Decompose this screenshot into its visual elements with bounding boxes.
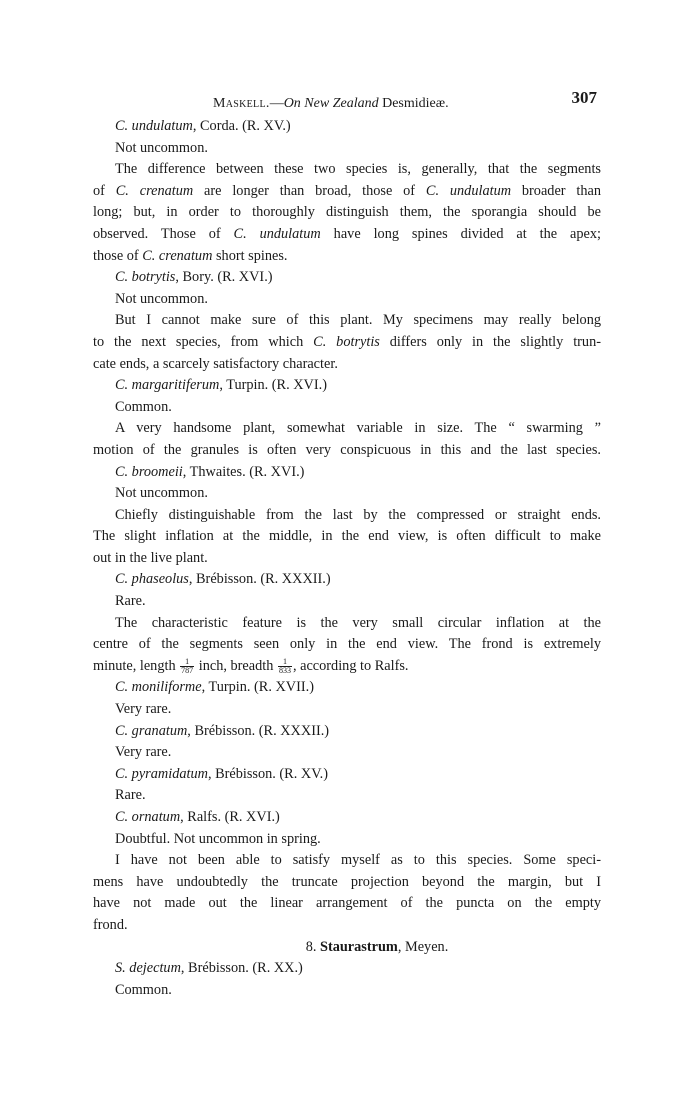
species-entry [93,116,601,138]
species-name: C. broomeii [115,463,183,480]
species-entry [93,267,601,289]
text-line: long; but, in order to thoroughly distinguish them, the sporangia should be [93,204,601,221]
text-fragment: of [93,182,116,199]
species-authority: , Turpin. (R. XVII.) [201,679,314,696]
text-line: Chiefly distinguishable from the last by the compressed or straight ends. [115,506,601,523]
header-title-italic: On New Zealand [283,96,379,111]
text-line [93,181,601,203]
document-page [93,86,601,1001]
text-fragment: have long spines divided at the apex; [320,225,601,242]
text-line [93,332,601,354]
species-name: C. pyramidatum [115,765,208,782]
fraction-length [180,658,194,675]
species-name: C. ornatum [115,809,181,825]
species-name: C. crenatum [115,182,194,199]
text-fragment: those of [93,247,143,264]
fraction-breadth [278,658,292,675]
genus-name: Staurastrum [320,938,398,955]
species-entry [93,462,601,484]
text-line [93,656,601,678]
species-entry [93,569,601,591]
species-name: S. dejectum [115,960,181,977]
species-name: C. botrytis [115,269,176,286]
text-line: cate ends, a scarcely satisfactory character. [93,355,338,372]
text-fragment: short spines. [212,247,288,264]
text-fragment: to the next species, from which [93,333,314,350]
abundance-note: Rare. [115,787,146,804]
text-line: frond. [93,916,128,933]
text-line: A very handsome plant, somewhat variable in size. The “ swarming ” [115,420,601,437]
abundance-note: Very rare. [115,701,172,718]
text-fragment: observed. Those of [93,225,234,242]
fraction-numerator: 1 [180,658,194,667]
text-line: The slight inflation at the middle, in the end view, is often difficult to make [93,528,601,545]
species-name: C. moniliforme [115,679,202,696]
abundance-note: Not uncommon. [115,290,208,307]
text-line: But I cannot make sure of this plant. My specimens may really belong [115,312,601,329]
species-name: C. botrytis [313,333,380,350]
text-line: motion of the granules is often very conspicuous in this and the last species. [93,441,601,458]
species-entry [93,958,601,980]
text-line: I have not been able to satisfy myself as to this species. Some speci- [115,852,601,869]
section-number: 8. [305,938,320,955]
header-dash: — [269,96,284,111]
species-entry [93,721,601,743]
species-entry [93,807,601,829]
text-fragment: are longer than broad, those of [193,182,426,199]
text-line: The characteristic feature is the very small circular inflation at the [115,614,601,631]
species-authority: , Brébisson. (R. XXXII.) [187,722,330,739]
species-name: C. undulatum [425,182,512,199]
species-entry [93,764,601,786]
species-name: C. undulatum [233,225,321,242]
text-line: out in the live plant. [93,549,208,566]
header-author: Maskell. [213,96,270,111]
abundance-note: Not uncommon. [115,139,208,156]
abundance-note: Common. [115,981,172,998]
text-fragment: differs only in the slightly trun- [379,333,601,350]
species-name: C. undulatum [115,118,193,134]
abundance-note: Very rare. [115,744,172,761]
species-name: C. phaseolus [115,571,189,588]
text-line: have not made out the linear arrangement of the puncta on the empty [93,895,601,912]
species-entry [93,375,601,397]
page-number: 307 [571,88,597,107]
text-fragment: inch, breadth [195,657,277,674]
species-name: C. granatum [115,722,188,739]
fraction-denominator: 833 [278,666,291,676]
species-authority: , Bory. (R. XVI.) [175,269,273,286]
fraction-denominator: 787 [181,666,194,676]
species-authority: , Corda. (R. XV.) [192,118,291,134]
species-authority: , Brébisson. (R. XV.) [207,765,329,782]
text-fragment: , according to Ralfs. [292,657,409,674]
species-entry [93,677,601,699]
species-name: C. margaritiferum [115,377,220,394]
species-authority: , Turpin. (R. XVI.) [219,377,327,394]
header-title-rest: Desmidieæ. [378,96,449,111]
text-fragment: minute, length [93,657,180,674]
running-header [93,86,601,116]
genus-authority: , Meyen. [397,938,449,955]
section-heading [93,937,601,959]
abundance-note: Doubtful. Not uncommon in spring. [115,830,321,847]
abundance-note: Rare. [115,593,146,610]
text-line: mens have undoubtedly the truncate projection beyond the margin, but I [93,873,601,890]
body-text [93,116,601,1001]
text-line [93,224,601,246]
abundance-note: Not uncommon. [115,485,208,502]
species-authority: , Thwaites. (R. XVI.) [182,463,305,480]
text-line: centre of the segments seen only in the end view. The frond is extremely [93,636,601,653]
abundance-note: Common. [115,398,172,415]
fraction-numerator: 1 [278,658,292,667]
species-name: C. crenatum [142,247,213,264]
text-line: The difference between these two species is, generally, that the segments [115,161,601,178]
species-authority: , Brébisson. (R. XXXII.) [188,571,331,588]
species-authority: , Ralfs. (R. XVI.) [180,809,280,825]
species-authority: , Brébisson. (R. XX.) [180,960,303,977]
running-title [213,96,449,112]
text-fragment: broader than [511,182,602,199]
text-line [93,246,601,268]
